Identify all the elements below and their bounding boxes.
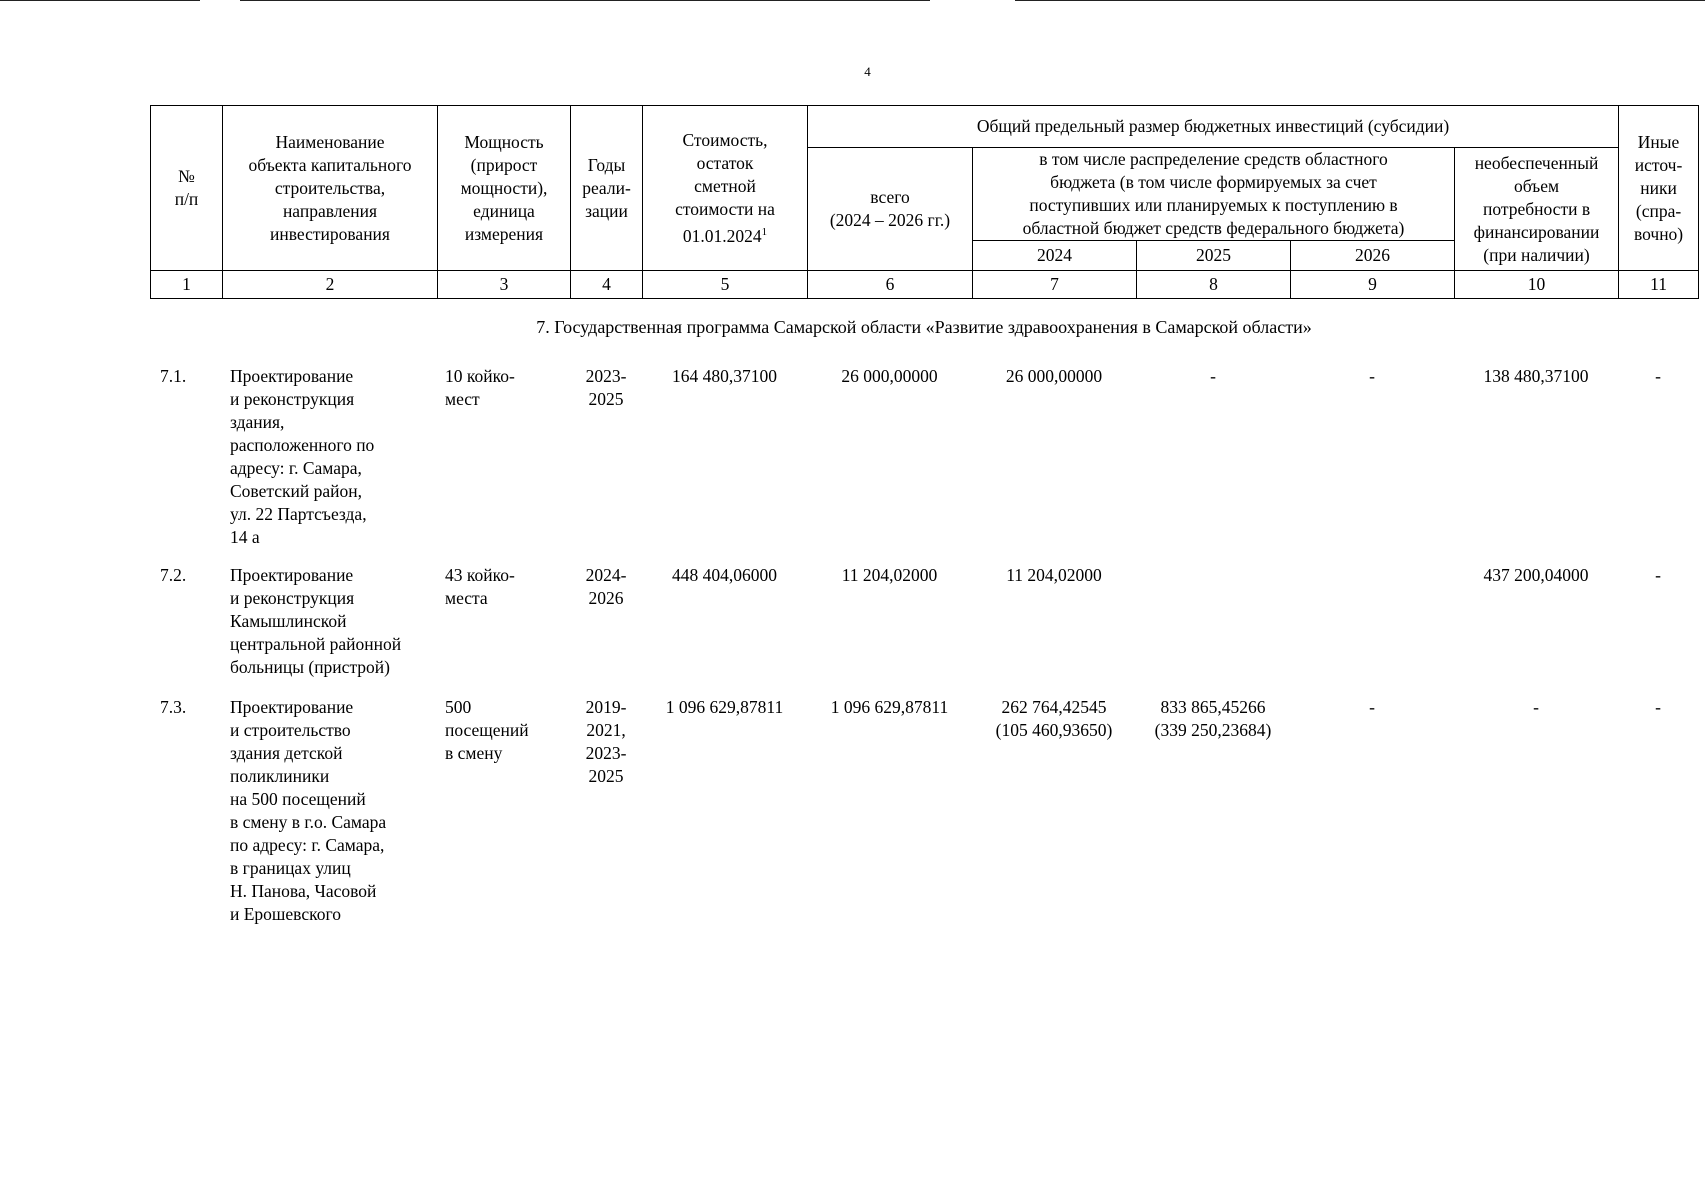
- capacity: 43 койко- места: [445, 565, 515, 608]
- column-number: 4: [571, 271, 643, 299]
- years: 2023- 2025: [585, 366, 627, 409]
- amount-2025: -: [1210, 366, 1216, 386]
- header-year-2025: 2025: [1137, 241, 1291, 271]
- amount-2024: 11 204,02000: [1006, 565, 1102, 585]
- header-other-sources: Иные источ- ники (спра- вочно): [1619, 106, 1699, 271]
- unfunded-amount: 138 480,37100: [1483, 366, 1589, 386]
- unfunded-amount: -: [1533, 697, 1539, 717]
- total: 26 000,00000: [841, 366, 938, 386]
- page-number: 4: [864, 64, 871, 79]
- amount-2025: 833 865,45266 (339 250,23684): [1154, 697, 1272, 740]
- column-number: 9: [1291, 271, 1455, 299]
- capacity: 500 посещений в смену: [445, 697, 529, 763]
- header-object-name: Наименование объекта капитального строительства, направления инвестирования: [223, 106, 438, 271]
- header-year-2024: 2024: [973, 241, 1137, 271]
- object-name: Проектирование и реконструкция здания, расположенного по адресу: г. Самара, Советский район, ул. 22 Партсъезда, 14 а: [230, 366, 375, 547]
- total: 1 096 629,87811: [830, 697, 949, 717]
- header-capacity: Мощность (прирост мощности), единица измерения: [438, 106, 571, 271]
- header-budget-group: Общий предельный размер бюджетных инвестиций (субсидии): [808, 106, 1619, 148]
- unfunded-amount: 437 200,04000: [1483, 565, 1589, 585]
- header-num: № п/п: [151, 106, 223, 271]
- header-unfunded: необеспеченный объем потребности в финансировании (при наличии): [1455, 148, 1619, 271]
- row-number: 7.2.: [160, 565, 187, 585]
- column-number: 6: [808, 271, 973, 299]
- column-number: 8: [1137, 271, 1291, 299]
- column-number: 11: [1619, 271, 1699, 299]
- top-edge-line-1: [0, 0, 200, 1]
- capacity: 10 койко- мест: [445, 366, 515, 409]
- column-number: 7: [973, 271, 1137, 299]
- column-number: 2: [223, 271, 438, 299]
- amount-2024: 26 000,00000: [1005, 366, 1103, 386]
- other-sources: -: [1655, 366, 1661, 386]
- amount-2026: -: [1369, 366, 1375, 386]
- header-table: [150, 105, 1699, 299]
- years: 2024- 2026: [585, 565, 627, 608]
- header-cost: Стоимость, остаток сметной стоимости на 01.01.2024$^1$: [643, 106, 808, 271]
- column-number: 10: [1455, 271, 1619, 299]
- other-sources: -: [1655, 697, 1661, 717]
- column-number: 5: [643, 271, 808, 299]
- object-name: Проектирование и реконструкция Камышлинской центральной районной больницы (пристрой): [230, 565, 402, 677]
- other-sources: -: [1655, 565, 1661, 585]
- column-number: 3: [438, 271, 571, 299]
- cost: 164 480,37100: [672, 366, 777, 386]
- cost: 448 404,06000: [672, 565, 777, 585]
- amount-2024: 262 764,42545 (105 460,93650): [995, 697, 1113, 740]
- section-title: 7. Государственная программа Самарской области «Развитие здравоохранения в Самарской области»: [536, 317, 1312, 337]
- row-number: 7.1.: [160, 366, 187, 386]
- cost: 1 096 629,87811: [665, 697, 784, 717]
- object-name: Проектирование и строительство здания детской поликлиники на 500 посещений в смену в г.о. Самара по адресу: г. Самара, в границах улиц Н. Панова, Часовой и Ерошевского: [230, 697, 387, 924]
- total: 11 204,02000: [841, 565, 938, 585]
- header-regional-distribution: в том числе распределение средств областного бюджета (в том числе формируемых за счет поступивших или планируемых к поступлению в областной бюджет средств федерального бюджета): [973, 148, 1455, 241]
- top-edge-line-3: [1015, 0, 1705, 1]
- header-year-2026: 2026: [1291, 241, 1455, 271]
- years: 2019- 2021, 2023- 2025: [585, 697, 627, 786]
- header-years: Годы реали- зации: [571, 106, 643, 271]
- amount-2026: -: [1369, 697, 1375, 717]
- row-number: 7.3.: [160, 697, 187, 717]
- header-total: всего (2024 – 2026 гг.): [808, 148, 973, 271]
- top-edge-line-2: [240, 0, 930, 1]
- column-number: 1: [151, 271, 223, 299]
